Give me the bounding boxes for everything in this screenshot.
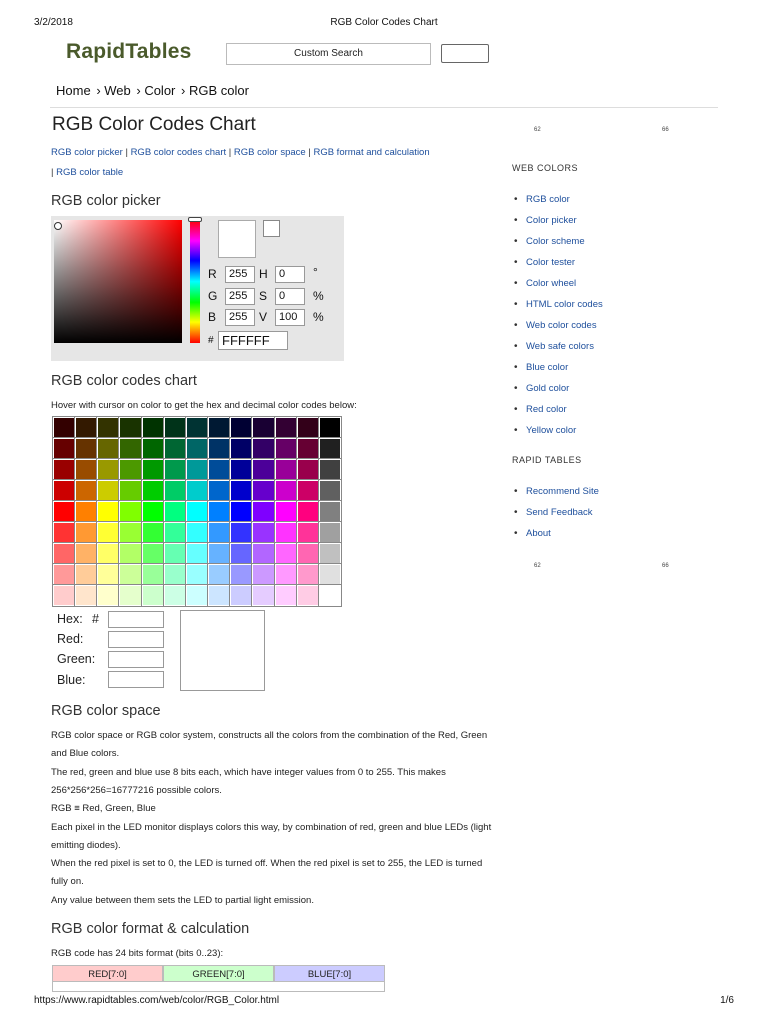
color-cell[interactable] bbox=[297, 543, 319, 564]
input-b[interactable]: 255 bbox=[225, 309, 255, 326]
color-cell[interactable] bbox=[252, 564, 274, 585]
color-cell[interactable] bbox=[119, 459, 141, 480]
color-cell[interactable] bbox=[319, 480, 341, 501]
sidebar-link[interactable]: Color wheel bbox=[526, 278, 577, 289]
color-cell[interactable] bbox=[97, 585, 119, 606]
sidebar-link[interactable]: Send Feedback bbox=[526, 507, 593, 518]
color-cell[interactable] bbox=[119, 438, 141, 459]
label-s: S bbox=[259, 289, 268, 303]
breadcrumb-color[interactable]: › Color bbox=[136, 83, 176, 98]
color-cell[interactable] bbox=[75, 459, 97, 480]
hex-form-green-input[interactable] bbox=[108, 651, 164, 668]
color-cell[interactable] bbox=[142, 585, 164, 606]
color-cell[interactable] bbox=[230, 438, 252, 459]
color-cell[interactable] bbox=[230, 480, 252, 501]
section-links bbox=[51, 143, 501, 183]
sidebar-link[interactable]: Yellow color bbox=[526, 425, 577, 436]
color-cell[interactable] bbox=[319, 417, 341, 438]
color-cell[interactable] bbox=[97, 459, 119, 480]
hex-form-blue-label: Blue: bbox=[57, 673, 86, 687]
hex-form-blue-input[interactable] bbox=[108, 671, 164, 688]
color-cell[interactable] bbox=[53, 480, 75, 501]
label-v: V bbox=[259, 310, 268, 324]
link-separator: | bbox=[308, 147, 311, 158]
color-cell[interactable] bbox=[252, 438, 274, 459]
color-cell[interactable] bbox=[230, 459, 252, 480]
space-paragraph-1: RGB color space or RGB color system, constructs all the colors from the combination of the Red, Green and Blue colors. bbox=[51, 730, 488, 759]
saturation-value-area[interactable] bbox=[54, 220, 182, 343]
sidebar-rapid-tables-list bbox=[512, 486, 599, 549]
color-cell[interactable] bbox=[97, 543, 119, 564]
color-cell[interactable] bbox=[142, 564, 164, 585]
link-rgb-color-table[interactable]: RGB color table bbox=[56, 167, 124, 178]
color-cell[interactable] bbox=[142, 438, 164, 459]
sidebar-item-gold-color bbox=[512, 383, 603, 404]
sidebar-item-yellow-color bbox=[512, 425, 603, 446]
sidebar-web-colors-list bbox=[512, 194, 603, 446]
color-cell[interactable] bbox=[164, 522, 186, 543]
color-cell[interactable] bbox=[208, 543, 230, 564]
sidebar-link[interactable]: Recommend Site bbox=[526, 486, 599, 497]
sidebar-link[interactable]: About bbox=[526, 528, 551, 539]
color-cell[interactable] bbox=[119, 585, 141, 606]
input-g[interactable]: 255 bbox=[225, 288, 255, 305]
sidebar-link[interactable]: Web safe colors bbox=[526, 341, 594, 352]
input-v[interactable]: 100 bbox=[275, 309, 305, 326]
bits-green: GREEN[7:0] bbox=[163, 965, 274, 982]
ad-marker-left-bottom: 62 bbox=[534, 563, 541, 569]
color-grid bbox=[52, 416, 342, 607]
color-cell[interactable] bbox=[164, 564, 186, 585]
color-swatch-small[interactable] bbox=[263, 220, 280, 237]
hex-hash: # bbox=[208, 335, 214, 346]
color-cell[interactable] bbox=[142, 480, 164, 501]
sidebar-link[interactable]: Color picker bbox=[526, 215, 577, 226]
color-cell[interactable] bbox=[119, 501, 141, 522]
color-cell[interactable] bbox=[164, 459, 186, 480]
color-cell[interactable] bbox=[230, 417, 252, 438]
color-cell[interactable] bbox=[252, 480, 274, 501]
color-cell[interactable] bbox=[164, 417, 186, 438]
sidebar-item-color-scheme bbox=[512, 236, 603, 257]
color-cell[interactable] bbox=[186, 480, 208, 501]
sidebar-link[interactable]: Color tester bbox=[526, 257, 576, 268]
link-rgb-color-codes-chart[interactable]: RGB color codes chart bbox=[130, 147, 227, 158]
color-cell[interactable] bbox=[186, 522, 208, 543]
color-cell[interactable] bbox=[142, 543, 164, 564]
unit-v: % bbox=[313, 310, 324, 324]
color-cell[interactable] bbox=[164, 438, 186, 459]
search-input[interactable]: Custom Search bbox=[226, 43, 431, 65]
color-cell[interactable] bbox=[230, 564, 252, 585]
bits-header bbox=[52, 965, 385, 982]
sidebar-link[interactable]: Color scheme bbox=[526, 236, 585, 247]
page-title: RGB Color Codes Chart bbox=[52, 114, 256, 135]
hue-handle[interactable] bbox=[188, 217, 202, 222]
color-cell[interactable] bbox=[119, 480, 141, 501]
hex-form-hex-input[interactable] bbox=[108, 611, 164, 628]
bits-row bbox=[52, 982, 385, 992]
color-cell[interactable] bbox=[164, 480, 186, 501]
color-cell[interactable] bbox=[142, 501, 164, 522]
hex-input[interactable]: FFFFFF bbox=[218, 331, 288, 350]
color-cell[interactable] bbox=[75, 564, 97, 585]
color-cell[interactable] bbox=[119, 417, 141, 438]
color-cell[interactable] bbox=[275, 459, 297, 480]
color-cell[interactable] bbox=[208, 564, 230, 585]
print-url: https://www.rapidtables.com/web/color/RGB_Color.html bbox=[34, 995, 280, 1006]
hex-form-green-label: Green: bbox=[57, 652, 96, 666]
color-cell[interactable] bbox=[319, 585, 341, 606]
sidebar-item-rgb-color bbox=[512, 194, 603, 215]
breadcrumb-rgb-color[interactable]: › RGB color bbox=[181, 83, 249, 98]
section-heading-picker: RGB color picker bbox=[51, 193, 161, 209]
sidebar-item-send-feedback bbox=[512, 507, 599, 528]
color-cell[interactable] bbox=[208, 459, 230, 480]
hex-form-red-label: Red: bbox=[57, 632, 84, 646]
color-cell[interactable] bbox=[164, 501, 186, 522]
space-paragraph-3: RGB ≡ Red, Green, Blue bbox=[51, 803, 156, 814]
color-cell[interactable] bbox=[230, 543, 252, 564]
color-cell[interactable] bbox=[230, 585, 252, 606]
link-rgb-format-calculation[interactable]: RGB format and calculation bbox=[313, 147, 430, 158]
chart-hint: Hover with cursor on color to get the hex and decimal color codes below: bbox=[51, 400, 357, 411]
color-cell[interactable] bbox=[275, 501, 297, 522]
color-cell[interactable] bbox=[186, 585, 208, 606]
label-r: R bbox=[208, 267, 217, 281]
color-cell[interactable] bbox=[252, 522, 274, 543]
hex-form-hash: # bbox=[92, 612, 99, 626]
color-cell[interactable] bbox=[252, 417, 274, 438]
color-cell[interactable] bbox=[297, 522, 319, 543]
color-cell[interactable] bbox=[119, 543, 141, 564]
print-header bbox=[0, 17, 768, 31]
color-cell[interactable] bbox=[53, 417, 75, 438]
link-rgb-color-space[interactable]: RGB color space bbox=[233, 147, 306, 158]
sidebar-web-colors-title: WEB COLORS bbox=[512, 163, 579, 173]
ad-marker-right-bottom: 66 bbox=[662, 563, 669, 569]
sidebar-link[interactable]: HTML color codes bbox=[526, 299, 603, 310]
color-preview bbox=[218, 220, 256, 258]
sv-handle[interactable] bbox=[54, 222, 62, 230]
sidebar-link[interactable]: RGB color bbox=[526, 194, 570, 205]
print-doc-title: RGB Color Codes Chart bbox=[330, 17, 438, 28]
sidebar-link[interactable]: Red color bbox=[526, 404, 567, 415]
sidebar-item-about bbox=[512, 528, 599, 549]
color-cell[interactable] bbox=[97, 480, 119, 501]
sidebar-item-web-color-codes bbox=[512, 320, 603, 341]
hex-form-color-preview bbox=[180, 610, 265, 691]
color-cell[interactable] bbox=[119, 564, 141, 585]
label-b: B bbox=[208, 310, 217, 324]
ad-marker-left: 62 bbox=[534, 127, 541, 133]
sidebar-item-color-wheel bbox=[512, 278, 603, 299]
color-cell[interactable] bbox=[252, 543, 274, 564]
color-cell[interactable] bbox=[53, 543, 75, 564]
color-cell[interactable] bbox=[208, 501, 230, 522]
sidebar-item-web-safe-colors bbox=[512, 341, 603, 362]
color-cell[interactable] bbox=[142, 459, 164, 480]
unit-s: % bbox=[313, 289, 324, 303]
format-intro: RGB code has 24 bits format (bits 0..23): bbox=[51, 948, 224, 959]
color-cell[interactable] bbox=[319, 522, 341, 543]
sidebar-item-html-color-codes bbox=[512, 299, 603, 320]
color-cell[interactable] bbox=[297, 459, 319, 480]
color-cell[interactable] bbox=[319, 501, 341, 522]
color-cell[interactable] bbox=[208, 480, 230, 501]
sidebar-item-color-tester bbox=[512, 257, 603, 278]
color-cell[interactable] bbox=[186, 501, 208, 522]
label-h: H bbox=[259, 267, 268, 281]
color-cell[interactable] bbox=[230, 522, 252, 543]
color-cell[interactable] bbox=[275, 522, 297, 543]
search-button[interactable] bbox=[441, 44, 489, 63]
color-cell[interactable] bbox=[275, 480, 297, 501]
sidebar-item-red-color bbox=[512, 404, 603, 425]
color-cell[interactable] bbox=[297, 585, 319, 606]
color-cell[interactable] bbox=[75, 417, 97, 438]
color-cell[interactable] bbox=[53, 459, 75, 480]
color-cell[interactable] bbox=[275, 585, 297, 606]
color-cell[interactable] bbox=[53, 585, 75, 606]
color-cell[interactable] bbox=[75, 480, 97, 501]
color-cell[interactable] bbox=[164, 543, 186, 564]
color-cell[interactable] bbox=[97, 522, 119, 543]
hue-slider[interactable] bbox=[190, 220, 200, 343]
sidebar-link[interactable]: Blue color bbox=[526, 362, 569, 373]
link-separator: | bbox=[125, 147, 128, 158]
color-cell[interactable] bbox=[319, 438, 341, 459]
color-cell[interactable] bbox=[297, 564, 319, 585]
space-paragraph-4: Each pixel in the LED monitor displays colors this way, by combination of red, green and blue LEDs (light emitting diodes). bbox=[51, 822, 492, 851]
color-cell[interactable] bbox=[275, 564, 297, 585]
sidebar-item-blue-color bbox=[512, 362, 603, 383]
color-cell[interactable] bbox=[208, 438, 230, 459]
input-s[interactable]: 0 bbox=[275, 288, 305, 305]
color-cell[interactable] bbox=[75, 501, 97, 522]
sidebar-item-color-picker bbox=[512, 215, 603, 236]
space-paragraph-6: Any value between them sets the LED to partial light emission. bbox=[51, 895, 314, 906]
color-cell[interactable] bbox=[75, 543, 97, 564]
color-cell[interactable] bbox=[297, 480, 319, 501]
color-cell[interactable] bbox=[275, 438, 297, 459]
color-cell[interactable] bbox=[275, 417, 297, 438]
sidebar-link[interactable]: Gold color bbox=[526, 383, 570, 394]
sidebar-rapid-tables-title: RAPID TABLES bbox=[512, 455, 582, 465]
color-cell[interactable] bbox=[53, 438, 75, 459]
color-cell[interactable] bbox=[208, 585, 230, 606]
unit-h: ° bbox=[313, 265, 318, 279]
color-cell[interactable] bbox=[186, 543, 208, 564]
color-cell[interactable] bbox=[75, 585, 97, 606]
space-paragraph-5: When the red pixel is set to 0, the LED is turned off. When the red pixel is set to 255, the LED is turned fully on. bbox=[51, 858, 483, 887]
color-cell[interactable] bbox=[186, 417, 208, 438]
color-cell[interactable] bbox=[53, 522, 75, 543]
bits-blue: BLUE[7:0] bbox=[274, 965, 385, 982]
section-heading-chart: RGB color codes chart bbox=[51, 373, 197, 389]
header-divider bbox=[50, 107, 718, 108]
color-cell[interactable] bbox=[97, 438, 119, 459]
breadcrumb bbox=[56, 83, 251, 98]
color-cell[interactable] bbox=[297, 417, 319, 438]
link-separator: | bbox=[228, 147, 232, 158]
color-cell[interactable] bbox=[297, 501, 319, 522]
color-cell[interactable] bbox=[319, 543, 341, 564]
color-cell[interactable] bbox=[97, 564, 119, 585]
label-g: G bbox=[208, 289, 218, 303]
color-cell[interactable] bbox=[75, 522, 97, 543]
bits-red: RED[7:0] bbox=[52, 965, 163, 982]
space-paragraph-2: The red, green and blue use 8 bits each, which have integer values from 0 to 255. This makes 256*256*256=16777216 possible colors. bbox=[51, 767, 446, 796]
color-cell[interactable] bbox=[75, 438, 97, 459]
color-cell[interactable] bbox=[142, 417, 164, 438]
color-cell[interactable] bbox=[252, 501, 274, 522]
color-cell[interactable] bbox=[119, 522, 141, 543]
color-cell[interactable] bbox=[297, 438, 319, 459]
color-cell[interactable] bbox=[97, 501, 119, 522]
section-heading-space: RGB color space bbox=[51, 703, 161, 719]
color-cell[interactable] bbox=[230, 501, 252, 522]
color-cell[interactable] bbox=[142, 522, 164, 543]
color-cell[interactable] bbox=[97, 417, 119, 438]
hex-form-red-input[interactable] bbox=[108, 631, 164, 648]
sidebar-item-recommend-site bbox=[512, 486, 599, 507]
color-cell[interactable] bbox=[252, 459, 274, 480]
color-cell[interactable] bbox=[252, 585, 274, 606]
breadcrumb-home[interactable]: Home bbox=[56, 83, 91, 98]
print-date: 3/2/2018 bbox=[34, 17, 73, 28]
section-heading-format: RGB color format & calculation bbox=[51, 921, 250, 937]
color-cell[interactable] bbox=[275, 543, 297, 564]
hex-form-hex-label: Hex: bbox=[57, 612, 83, 626]
color-picker bbox=[51, 216, 344, 361]
color-cell[interactable] bbox=[186, 459, 208, 480]
color-cell[interactable] bbox=[53, 564, 75, 585]
color-cell[interactable] bbox=[186, 438, 208, 459]
color-cell[interactable] bbox=[208, 522, 230, 543]
breadcrumb-web[interactable]: › Web bbox=[96, 83, 131, 98]
site-logo[interactable]: RapidTables bbox=[66, 40, 192, 63]
ad-marker-right: 66 bbox=[662, 127, 669, 133]
link-rgb-color-picker[interactable]: RGB color picker bbox=[51, 147, 123, 158]
link-separator: | bbox=[51, 167, 54, 178]
color-cell[interactable] bbox=[53, 501, 75, 522]
input-h[interactable]: 0 bbox=[275, 266, 305, 283]
color-cell[interactable] bbox=[319, 459, 341, 480]
color-cell[interactable] bbox=[164, 585, 186, 606]
print-page-number: 1/6 bbox=[720, 995, 734, 1006]
color-cell[interactable] bbox=[186, 564, 208, 585]
sidebar-link[interactable]: Web color codes bbox=[526, 320, 597, 331]
color-cell[interactable] bbox=[319, 564, 341, 585]
color-cell[interactable] bbox=[208, 417, 230, 438]
input-r[interactable]: 255 bbox=[225, 266, 255, 283]
